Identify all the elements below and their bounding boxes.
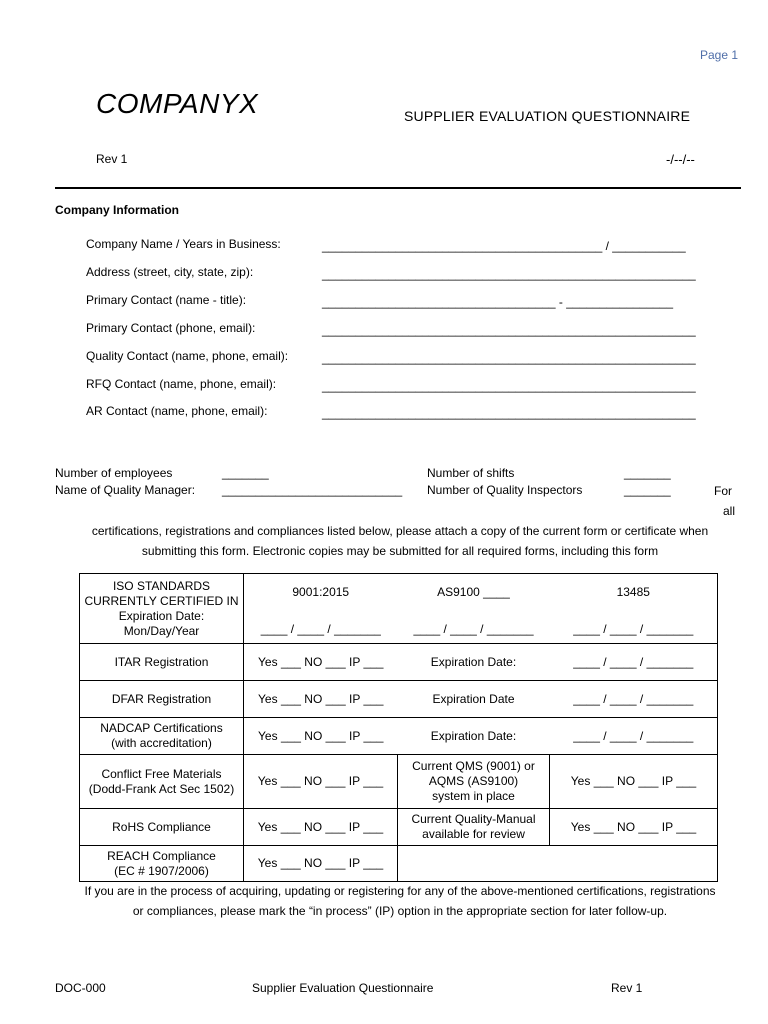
reach-label-cell <box>80 846 244 882</box>
table-row-itar <box>80 644 718 681</box>
qms-label-line-3: system in place <box>432 789 515 803</box>
instructions-line-1: certifications, registrations and compliances listed below, please attach a copy of the current form or certificate when <box>91 524 709 538</box>
page-number: Page 1 <box>700 48 739 62</box>
header-divider <box>55 187 741 189</box>
dfar-label: DFAR Registration <box>80 681 244 718</box>
table-row-conflict-free <box>80 755 718 809</box>
nadcap-label-line-1: NADCAP Certifications <box>100 721 223 735</box>
qms-label-line-1: Current QMS (9001) or <box>412 759 535 773</box>
qms-label-cell <box>398 755 550 809</box>
quality-manual-label-cell <box>398 809 550 846</box>
dfar-expiration-date[interactable]: ____ / ____ / _______ <box>550 681 718 718</box>
quality-manual-label-line-1: Current Quality-Manual <box>411 812 536 826</box>
footer-doc-number: DOC-000 <box>55 981 106 995</box>
document-title: SUPPLIER EVALUATION QUESTIONNAIRE <box>404 108 691 124</box>
quality-inspectors-input[interactable]: _______ <box>624 483 671 497</box>
revision-label: Rev 1 <box>96 152 128 166</box>
quality-manual-yes-no-ip[interactable]: Yes ___ NO ___ IP ___ <box>550 809 718 846</box>
table-row-nadcap <box>80 718 718 755</box>
iso-label-line-1: ISO STANDARDS <box>112 578 211 593</box>
conflict-free-label-line-2: (Dodd-Frank Act Sec 1502) <box>88 781 235 796</box>
quality-inspectors-label: Number of Quality Inspectors <box>427 483 583 497</box>
iso-9001-cell <box>244 574 398 644</box>
rohs-label: RoHS Compliance <box>80 809 244 846</box>
iso-as9100-date[interactable]: ____ / ____ / _______ <box>413 621 534 636</box>
iso-label-cell <box>80 574 244 644</box>
field-label-primary-contact-name: Primary Contact (name - title): <box>86 293 247 307</box>
iso-label-line-2: CURRENTLY CERTIFIED IN <box>84 593 239 608</box>
field-input-primary-contact-phone[interactable]: ________________________________________________________ <box>322 323 696 337</box>
itar-expiration-date[interactable]: ____ / ____ / _______ <box>550 644 718 681</box>
footnote-line-2: or compliances, please mark the “in process” (IP) option in the appropriate section for later follow-up. <box>132 904 668 918</box>
field-input-primary-contact-name[interactable]: ___________________________________ - ________________ <box>322 295 674 309</box>
company-name: COMPANYX <box>96 88 259 119</box>
iso-9001-label: 9001:2015 <box>292 584 350 599</box>
conflict-free-label-line-1: Conflict Free Materials <box>101 766 222 781</box>
reach-empty-cell <box>398 846 718 882</box>
table-row-rohs <box>80 809 718 846</box>
iso-13485-label: 13485 <box>616 584 650 599</box>
table-row-dfar <box>80 681 718 718</box>
footer-title: Supplier Evaluation Questionnaire <box>252 981 434 995</box>
reach-label-line-2: (EC # 1907/2006) <box>114 863 209 878</box>
iso-13485-date[interactable]: ____ / ____ / _______ <box>573 621 694 636</box>
itar-yes-no-ip[interactable]: Yes ___ NO ___ IP ___ <box>244 644 398 681</box>
field-input-rfq-contact[interactable]: ________________________________________________________ <box>322 379 696 393</box>
shifts-input[interactable]: _______ <box>624 466 671 480</box>
field-label-rfq-contact: RFQ Contact (name, phone, email): <box>86 377 277 391</box>
quality-manual-label-line-2: available for review <box>422 827 525 841</box>
field-label-address: Address (street, city, state, zip): <box>86 265 254 279</box>
field-label-company-name: Company Name / Years in Business: <box>86 237 281 251</box>
field-input-ar-contact[interactable]: ________________________________________________________ <box>322 406 696 420</box>
reach-yes-no-ip[interactable]: Yes ___ NO ___ IP ___ <box>244 846 398 882</box>
rohs-yes-no-ip[interactable]: Yes ___ NO ___ IP ___ <box>244 809 398 846</box>
iso-label-line-3: Expiration Date: <box>118 608 205 623</box>
qms-yes-no-ip[interactable]: Yes ___ NO ___ IP ___ <box>550 755 718 809</box>
dfar-expiration-label: Expiration Date <box>398 681 550 718</box>
qms-label-line-2: AQMS (AS9100) <box>428 774 519 788</box>
field-input-address[interactable]: ________________________________________________________ <box>322 267 696 281</box>
iso-as9100-cell <box>398 574 550 644</box>
iso-as9100-label[interactable]: AS9100 ____ <box>437 584 510 599</box>
instructions-line-2: submitting this form. Electronic copies may be submitted for all required forms, including this form <box>141 544 659 558</box>
conflict-free-yes-no-ip[interactable]: Yes ___ NO ___ IP ___ <box>244 755 398 809</box>
instructions-for: For <box>714 484 732 498</box>
iso-label-line-4: Mon/Day/Year <box>123 623 200 638</box>
certification-table <box>79 573 718 882</box>
instructions-all: all <box>723 504 736 518</box>
quality-manager-label: Name of Quality Manager: <box>55 483 196 497</box>
itar-label: ITAR Registration <box>80 644 244 681</box>
footnote-line-1: If you are in the process of acquiring, updating or registering for any of the above-mentioned certifications, registrations <box>84 884 716 898</box>
quality-manager-input[interactable]: ___________________________ <box>222 483 403 497</box>
iso-13485-cell <box>550 574 718 644</box>
nadcap-expiration-date[interactable]: ____ / ____ / _______ <box>550 718 718 755</box>
field-label-primary-contact-phone: Primary Contact (phone, email): <box>86 321 256 335</box>
shifts-label: Number of shifts <box>427 466 515 480</box>
employees-input[interactable]: _______ <box>222 466 269 480</box>
nadcap-label-line-2: (with accreditation) <box>111 736 212 750</box>
field-label-quality-contact: Quality Contact (name, phone, email): <box>86 349 289 363</box>
nadcap-yes-no-ip[interactable]: Yes ___ NO ___ IP ___ <box>244 718 398 755</box>
date-field[interactable]: -/--/-- <box>666 152 695 167</box>
conflict-free-label-cell <box>80 755 244 809</box>
iso-9001-date[interactable]: ____ / ____ / _______ <box>260 621 381 636</box>
nadcap-label-cell <box>80 718 244 755</box>
field-input-company-name[interactable]: __________________________________________ / ___________ <box>322 239 686 253</box>
employees-label: Number of employees <box>55 466 173 480</box>
dfar-yes-no-ip[interactable]: Yes ___ NO ___ IP ___ <box>244 681 398 718</box>
footer-revision: Rev 1 <box>611 981 643 995</box>
table-row-iso <box>80 574 718 644</box>
reach-label-line-1: REACH Compliance <box>107 848 216 863</box>
field-label-ar-contact: AR Contact (name, phone, email): <box>86 404 268 418</box>
table-row-reach <box>80 846 718 882</box>
nadcap-expiration-label: Expiration Date: <box>398 718 550 755</box>
field-input-quality-contact[interactable]: ________________________________________________________ <box>322 351 696 365</box>
section-title-company-info: Company Information <box>55 203 180 217</box>
itar-expiration-label: Expiration Date: <box>398 644 550 681</box>
